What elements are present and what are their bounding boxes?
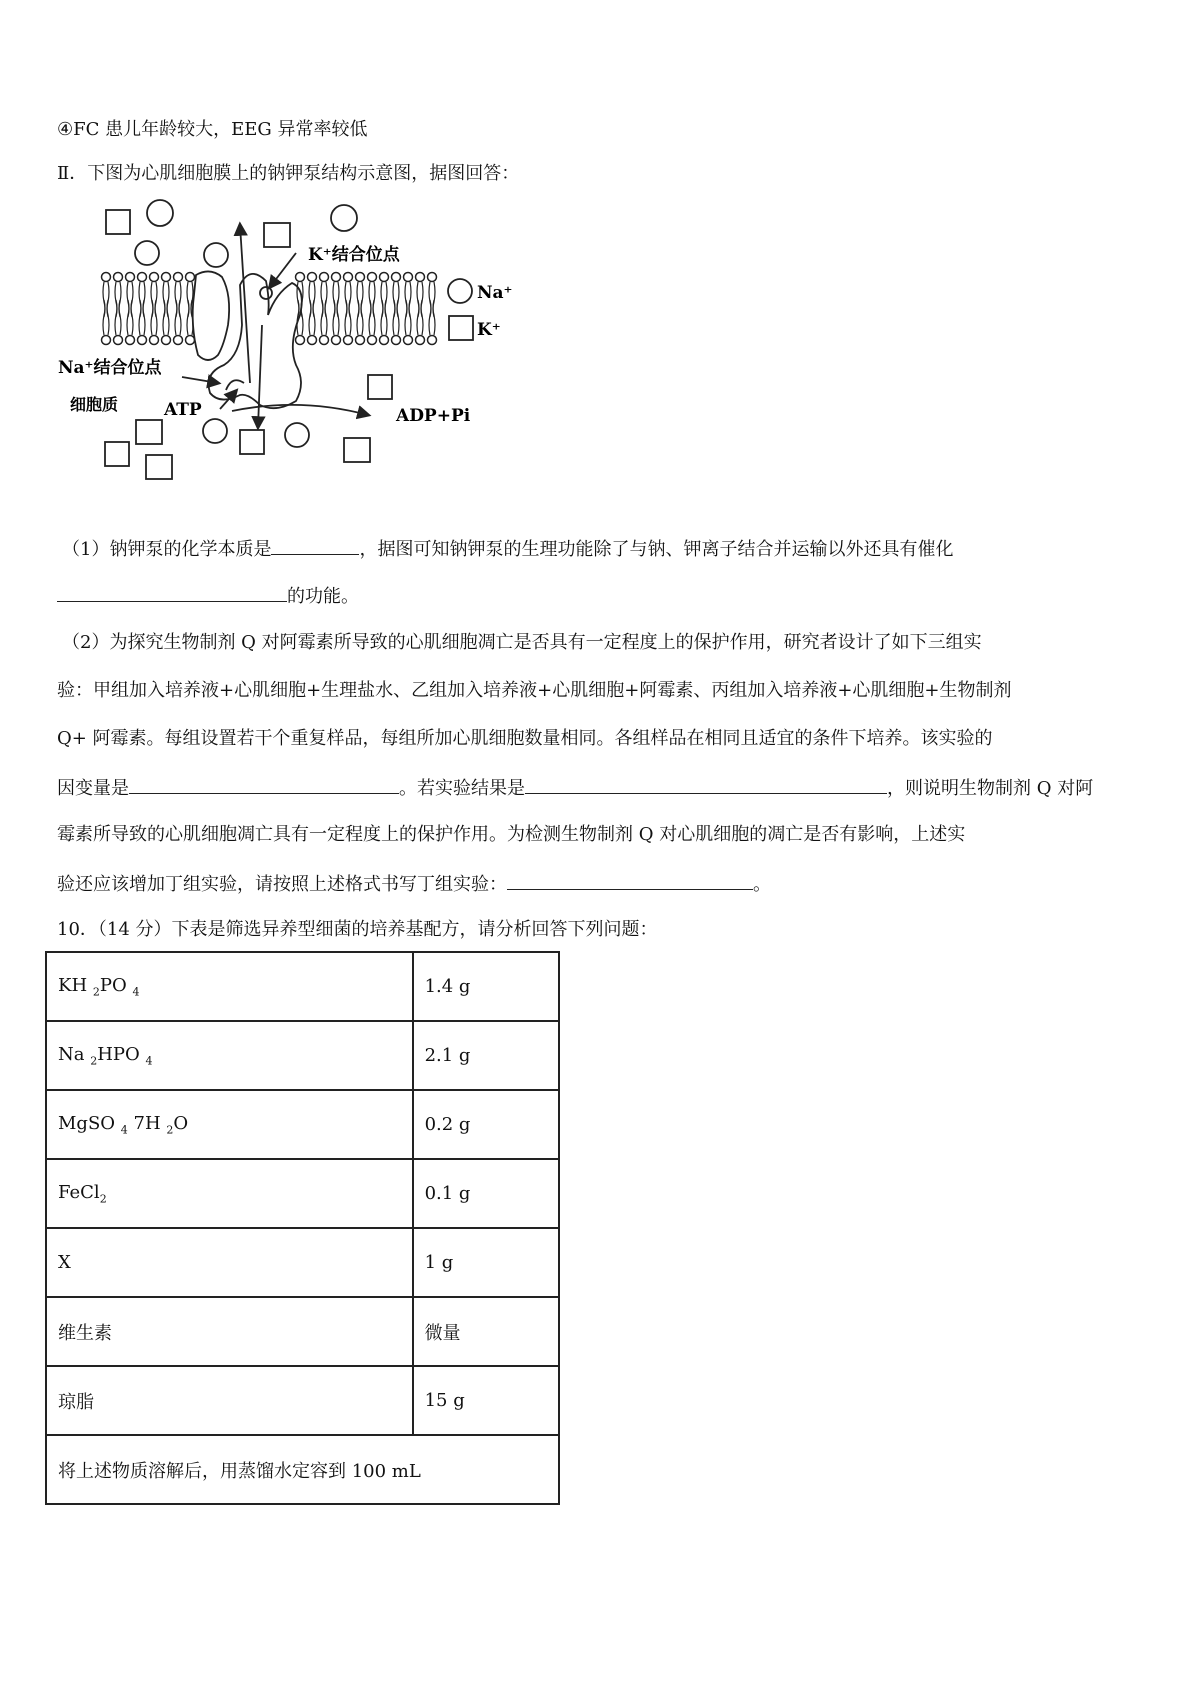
potassium-ion-icon (106, 210, 130, 234)
table-row (46, 1021, 559, 1090)
answer-blank[interactable] (271, 536, 359, 555)
question-2-line-5: 霉素所导致的心肌细胞凋亡具有一定程度上的保护作用。为检测生物制剂 Q 对心肌细胞的凋亡是否有影响，上述实 (57, 824, 966, 845)
sodium-ion-icon (203, 419, 227, 443)
table-row (46, 952, 559, 1021)
intracellular-ions (105, 375, 392, 479)
question-2-line-3: Q+ 阿霉素。每组设置若干个重复样品，每组所加心肌细胞数量相同。各组样品在相同且适宜的条件下培养。该实验的 (57, 728, 993, 749)
table-row (46, 1228, 559, 1297)
k-binding-site-label: K⁺结合位点 (308, 245, 400, 265)
table-row (46, 1090, 559, 1159)
question-1-line-2: 的功能。 (57, 583, 359, 609)
ingredient-cell: Na $_2$HPO $_4$ (46, 1021, 413, 1090)
amount-cell: 1.4 g (413, 952, 559, 1021)
table-footer-row (46, 1435, 559, 1504)
option-4-text: ④FC 患儿年龄较大，EEG 异常率较低 (57, 119, 368, 140)
ingredient-cell: 琼脂 (46, 1366, 413, 1435)
question-2-line-6: 验还应该增加丁组实验，请按照上述格式书写丁组实验： 。 (57, 871, 771, 897)
cytoplasm-label: 细胞质 (70, 395, 119, 414)
sodium-ion-icon (147, 200, 173, 226)
amount-cell: 2.1 g (413, 1021, 559, 1090)
answer-blank[interactable] (57, 583, 287, 602)
question-10-heading: 10．（14 分）下表是筛选异养型细菌的培养基配方，请分析回答下列问题： (57, 919, 658, 940)
potassium-ion-icon (136, 420, 162, 444)
potassium-ion-icon (264, 223, 290, 247)
legend-na-label: Na⁺ (477, 283, 513, 303)
table-row (46, 1366, 559, 1435)
ingredient-cell: KH $_2$PO $_4$ (46, 952, 413, 1021)
ingredient-cell: X (46, 1228, 413, 1297)
answer-blank[interactable] (129, 775, 399, 794)
table-row (46, 1297, 559, 1366)
atp-label: ATP (164, 400, 202, 420)
potassium-ion-icon (240, 430, 264, 454)
section-ii-heading: Ⅱ．下图为心肌细胞膜上的钠钾泵结构示意图，据图回答： (57, 163, 520, 184)
legend-k-label: K⁺ (477, 320, 501, 340)
amount-cell: 0.1 g (413, 1159, 559, 1228)
amount-cell: 1 g (413, 1228, 559, 1297)
question-2-line-4: 因变量是 。若实验结果是 ，则说明生物制剂 Q 对阿 (57, 775, 1093, 801)
potassium-ion-icon (105, 442, 129, 466)
answer-blank[interactable] (525, 775, 887, 794)
membrane-left (102, 273, 195, 345)
medium-recipe-table (45, 951, 560, 1505)
question-2-line-2: 验：甲组加入培养液+心肌细胞+生理盐水、乙组加入培养液+心肌细胞+阿霉素、丙组加入培养液+心肌细胞+生物制剂 (57, 680, 1012, 701)
amount-cell: 微量 (413, 1297, 559, 1366)
legend-potassium-icon (449, 316, 473, 340)
membrane-right (296, 273, 437, 345)
legend-sodium-icon (448, 279, 472, 303)
adp-label: ADP+Pi (396, 406, 471, 426)
table-row (46, 1159, 559, 1228)
sodium-ion-icon (135, 241, 159, 265)
ingredient-cell: 维生素 (46, 1297, 413, 1366)
pump-figure (58, 205, 560, 515)
answer-blank[interactable] (507, 871, 753, 890)
sodium-potassium-pump-diagram (58, 205, 560, 515)
sodium-ion-icon (331, 205, 357, 231)
potassium-ion-icon (146, 455, 172, 479)
potassium-ion-icon (344, 438, 370, 462)
sodium-ion-icon (285, 423, 309, 447)
amount-cell: 0.2 g (413, 1090, 559, 1159)
ingredient-cell: MgSO $_4$ 7H $_2$O (46, 1090, 413, 1159)
amount-cell: 15 g (413, 1366, 559, 1435)
sodium-ion-icon (204, 243, 228, 267)
table-footer-note: 将上述物质溶解后，用蒸馏水定容到 100 mL (46, 1435, 559, 1504)
question-2-line-1: （2）为探究生物制剂 Q 对阿霉素所导致的心肌细胞凋亡是否具有一定程度上的保护作用，研究者设计了如下三组实 (62, 632, 982, 653)
na-binding-site-label: Na⁺结合位点 (58, 358, 162, 378)
question-1-line-1: （1）钠钾泵的化学本质是 ，据图可知钠钾泵的生理功能除了与钠、钾离子结合并运输以外还具有催化 (62, 536, 953, 562)
ingredient-cell: FeCl$_2$ (46, 1159, 413, 1228)
potassium-ion-icon (368, 375, 392, 399)
